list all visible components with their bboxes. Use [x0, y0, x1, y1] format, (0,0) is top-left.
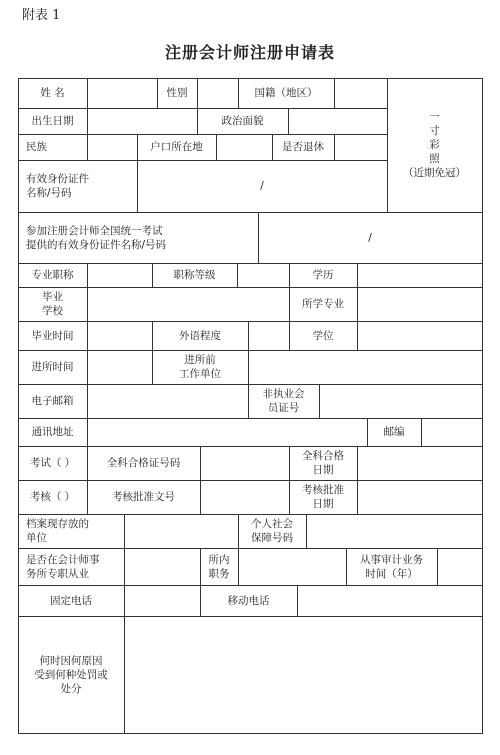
table-rule [238, 548, 239, 586]
label-title-level: 职称等级 [173, 269, 216, 281]
table-rule [87, 384, 88, 419]
label-email: 电子邮箱 [31, 395, 74, 407]
label-political-status: 政治面貌 [221, 115, 264, 127]
value-id-document: / [260, 180, 264, 192]
table-border-bottom [18, 733, 483, 734]
label-pass-date: 全科合格 日期 [302, 450, 344, 476]
table-rule [197, 78, 198, 109]
label-audit-years: 从事审计业务 时间（年） [360, 553, 423, 580]
table-rule [200, 446, 201, 481]
label-position: 所内 职务 [208, 553, 230, 580]
label-graduation-time: 毕业时间 [31, 329, 74, 342]
label-approval-number: 考核批准文号 [112, 491, 175, 503]
label-id-document: 有效身份证件 名称/号码 [26, 173, 89, 199]
label-household-registration: 户口所在地 [150, 141, 203, 153]
label-major: 所学专业 [302, 298, 344, 310]
label-postcode: 邮编 [383, 426, 405, 438]
label-join-time: 进所时间 [31, 361, 74, 373]
table-rule [87, 321, 88, 351]
table-rule [87, 78, 88, 109]
table-rule [319, 384, 320, 419]
label-professional-title: 专业职称 [31, 269, 74, 281]
table-rule [334, 78, 335, 109]
table-rule [87, 350, 88, 385]
table-rule [248, 350, 249, 385]
table-rule [248, 321, 249, 351]
appendix-label: 附表 1 [22, 8, 61, 23]
label-previous-employer: 进所前 工作单位 [179, 354, 221, 380]
label-landline-phone: 固定电话 [50, 594, 92, 607]
table-border-right [482, 78, 483, 734]
label-full-time-practice: 是否在会计师事 务所专职从业 [26, 553, 100, 580]
label-academic-degree: 学位 [312, 329, 334, 342]
label-non-practicing-number: 非执业会 员证号 [262, 388, 305, 414]
table-rule [87, 287, 88, 322]
table-rule [297, 585, 298, 617]
label-graduated-school: 毕业 学校 [42, 291, 63, 317]
label-gender: 性别 [166, 87, 188, 99]
table-rule [200, 480, 201, 515]
table-rule [87, 108, 88, 135]
table-rule [124, 585, 125, 617]
table-rule [288, 108, 289, 135]
table-rule [421, 418, 422, 447]
label-penalty-record: 何时因何原因 受到何种处罚或 处分 [34, 654, 108, 695]
table-rule [357, 446, 358, 481]
table-rule [124, 514, 125, 549]
table-rule [216, 134, 217, 161]
label-approval-date: 考核批准 日期 [302, 484, 344, 510]
table-rule [437, 548, 438, 586]
label-ethnicity: 民族 [26, 141, 47, 153]
value-exam-id-document: / [368, 231, 372, 244]
table-rule [124, 616, 125, 734]
label-retired: 是否退休 [282, 141, 324, 153]
table-rule [334, 134, 335, 161]
label-archive-unit: 档案现存放的 单位 [26, 518, 89, 544]
label-social-security-number: 个人社会 保障号码 [251, 518, 293, 544]
table-rule [87, 418, 88, 447]
label-certificate-number: 全科合格证号码 [106, 457, 181, 469]
table-rule [237, 263, 238, 288]
label-address: 通讯地址 [31, 426, 74, 438]
label-foreign-language: 外语程度 [179, 329, 221, 342]
label-assessment-option: 考核（ ） [29, 491, 76, 503]
label-mobile-phone: 移动电话 [227, 594, 270, 607]
table-rule [357, 263, 358, 288]
label-exam-id-document: 参加注册会计师全国统一考试 提供的有效身份证件名称/号码 [26, 224, 167, 251]
label-birth-date: 出生日期 [31, 115, 74, 127]
label-education: 学历 [312, 269, 334, 281]
label-exam-option: 考试（ ） [29, 457, 76, 469]
photo-placeholder: 一 寸 彩 照 （近期免冠） [403, 111, 466, 179]
label-nationality: 国籍（地区） [254, 87, 318, 99]
table-rule [357, 287, 358, 322]
table-rule [87, 134, 88, 161]
table-rule [87, 263, 88, 288]
label-name: 姓 名 [40, 87, 65, 99]
table-rule [306, 514, 307, 549]
table-rule [357, 321, 358, 351]
table-rule [124, 548, 125, 586]
table-rule [357, 480, 358, 515]
form-title: 注册会计师注册申请表 [164, 43, 335, 62]
